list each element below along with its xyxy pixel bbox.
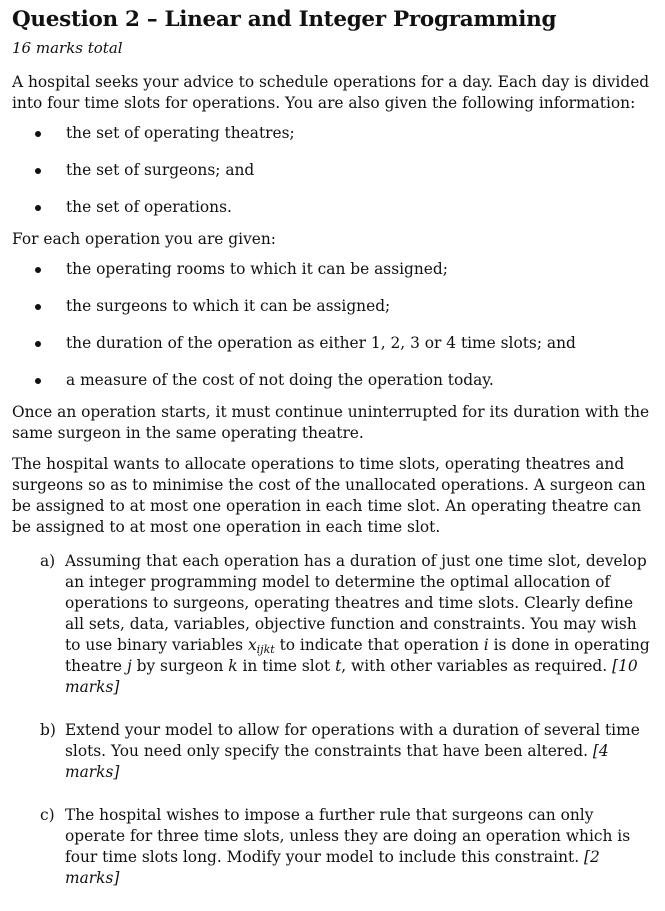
question-title: Question 2 – Linear and Integer Programming <box>12 7 557 32</box>
part-b: b) Extend your model to allow for operations with a duration of several time slots. You need only specify the constraints that have been altered. [4 marks] <box>40 721 640 781</box>
part-b-marks: [4 marks] <box>65 742 609 781</box>
operation-lead: For each operation you are given: <box>12 230 276 248</box>
allocation-paragraph: The hospital wants to allocate operations to time slots, operating theatres and surgeons so as to minimise the cost of the unallocated operations. A surgeon can be assigned to at most one operation in each time slot. An operating theatre can be assigned to at most one operation in each time slot. <box>12 455 646 536</box>
part-c-label: c) <box>40 806 55 824</box>
list-item: the set of operating theatres; <box>12 123 654 144</box>
part-a: a) Assuming that each operation has a duration of just one time slot, develop an integer programming model to determine the optimal allocation of operations to surgeons, operating theatres and time slots. Clearly define all sets, data, variables, objective function and constraints. You may wish to use binary variables $x_{ijkt}$ to indicate that operation i is done in operating theatre j by surgeon k in time slot t, with other variables as required. [10 marks] <box>40 552 650 696</box>
list-item: the surgeons to which it can be assigned; <box>12 296 654 317</box>
operation-list <box>12 259 654 391</box>
bullet-icon <box>35 168 41 174</box>
part-b-label: b) <box>40 721 56 739</box>
list-item: the set of operations. <box>12 197 654 218</box>
marks-total: 16 marks total <box>12 39 123 57</box>
sub-questions <box>12 551 654 889</box>
intro-paragraph: A hospital seeks your advice to schedule operations for a day. Each day is divided into four time slots for operations. You are also given the following information: <box>12 73 650 112</box>
list-item: the set of surgeons; and <box>12 160 654 181</box>
variable-x-ijkt: $x_{ijkt}$ <box>247 636 275 656</box>
info-list <box>12 123 654 218</box>
part-a-marks: [10 marks] <box>65 657 638 696</box>
bullet-icon <box>35 304 41 310</box>
list-item: a measure of the cost of not doing the operation today. <box>12 370 654 391</box>
continuity-paragraph: Once an operation starts, it must continue uninterrupted for its duration with the same surgeon in the same operating theatre. <box>12 403 650 442</box>
part-c-marks: [2 marks] <box>65 848 600 887</box>
list-item: the operating rooms to which it can be assigned; <box>12 259 654 280</box>
list-item: the duration of the operation as either 1, 2, 3 or 4 time slots; and <box>12 333 654 354</box>
bullet-icon <box>35 267 41 273</box>
bullet-icon <box>35 341 41 347</box>
bullet-icon <box>35 378 41 384</box>
bullet-icon <box>35 205 41 211</box>
part-a-label: a) <box>40 552 56 570</box>
part-c: c) The hospital wishes to impose a further rule that surgeons can only operate for three time slots, unless they are doing an operation which is four time slots long. Modify your model to include this constraint. [2 marks] <box>40 806 631 887</box>
question-document <box>12 6 654 911</box>
bullet-icon <box>35 131 41 137</box>
